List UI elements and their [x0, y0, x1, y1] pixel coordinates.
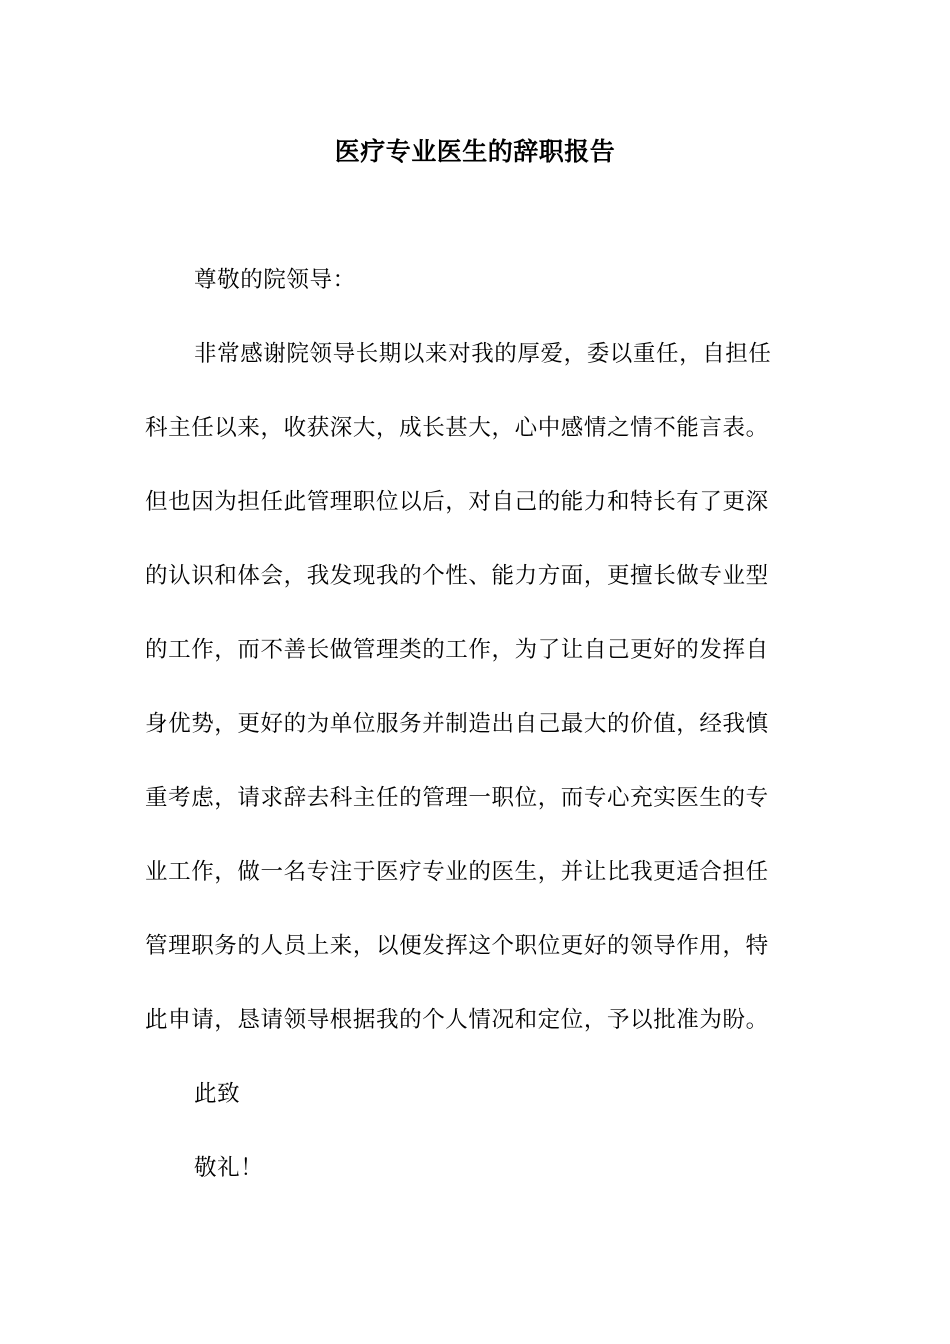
closing-line-2: 敬礼！: [194, 1155, 264, 1181]
document-title: 医疗专业医生的辞职报告: [334, 137, 616, 166]
body-line-3: 但也因为担任此管理职位以后，对自己的能力和特长有了更深: [145, 489, 769, 515]
greeting-line: 尊敬的院领导：: [194, 267, 356, 293]
body-line-1: 非常感谢院领导长期以来对我的厚爱，委以重任，自担任: [194, 341, 772, 367]
closing-line-1: 此致: [194, 1081, 241, 1107]
body-line-8: 业工作，做一名专注于医疗专业的医生，并让比我更适合担任: [145, 859, 769, 885]
body-line-9: 管理职务的人员上来，以便发挥这个职位更好的领导作用，特: [145, 933, 769, 959]
body-line-4: 的认识和体会，我发现我的个性、能力方面，更擅长做专业型: [145, 563, 769, 589]
body-line-5: 的工作，而不善长做管理类的工作，为了让自己更好的发挥自: [145, 637, 769, 663]
body-line-10: 此申请，恳请领导根据我的个人情况和定位，予以批准为盼。: [145, 1007, 769, 1033]
body-line-2: 科主任以来，收获深大，成长甚大，心中感情之情不能言表。: [145, 415, 769, 441]
body-line-7: 重考虑，请求辞去科主任的管理一职位，而专心充实医生的专: [145, 785, 769, 811]
body-line-6: 身优势，更好的为单位服务并制造出自己最大的价值，经我慎: [145, 711, 769, 737]
